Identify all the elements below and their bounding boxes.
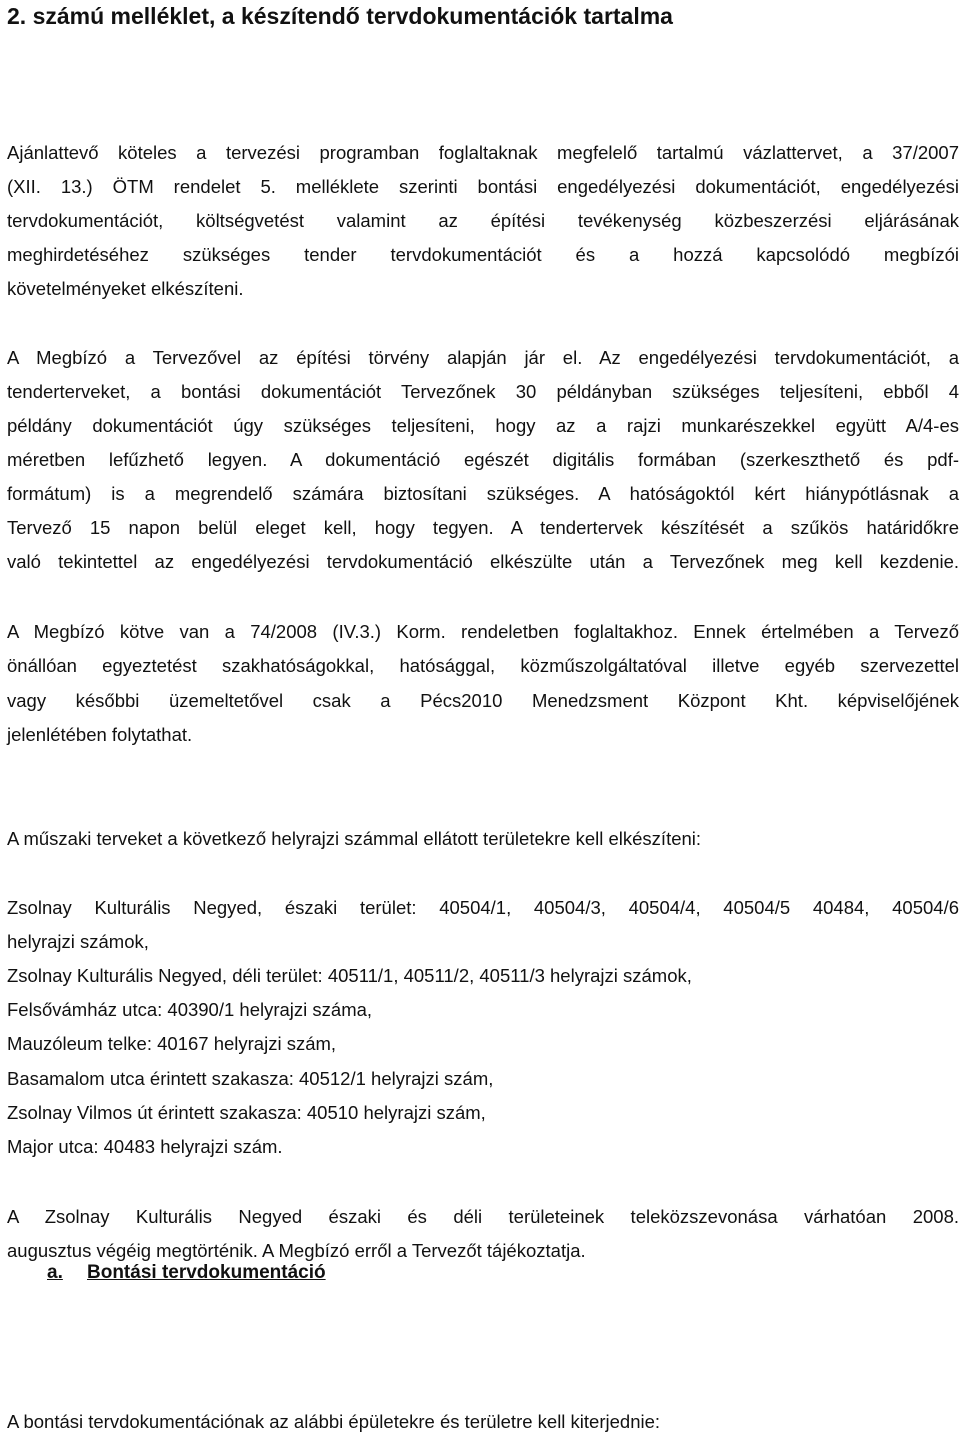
text-line: méretben lefűzhető legyen. A dokumentáció egészét digitális formában (szerkeszthető és pdf-: [7, 449, 959, 470]
text-line: Ajánlattevő köteles a tervezési programban foglaltaknak megfelelő tartalmú vázlattervet, a 37/2007: [7, 142, 959, 163]
text-line: tenderterveket, a bontási dokumentációt Tervezőnek 30 példányban szükséges teljesíteni, ebből 4: [7, 381, 959, 402]
text-line: augusztus végéig megtörténik. A Megbízó erről a Tervezőt tájékoztatja.: [7, 1240, 586, 1261]
text-line: vagy későbbi üzemeltetővel csak a Pécs2010 Menedzsment Központ Kht. képviselőjének: [7, 690, 959, 711]
list-item: Zsolnay Vilmos út érintett szakasza: 40510 helyrajzi szám,: [7, 1102, 486, 1123]
section-heading-demolition: [47, 1258, 326, 1288]
text-line: A Zsolnay Kulturális Negyed északi és déli területeinek teleközszevonása várhatóan 2008.: [7, 1206, 959, 1227]
section-letter: a.: [47, 1262, 63, 1283]
text-line: példány dokumentációt úgy szükséges teljesíteni, hogy az a rajzi munkarészekkel együtt A/4-es: [7, 415, 959, 436]
paragraph-plot-intro: A műszaki terveket a következő helyrajzi számmal ellátott területekre kell elkészíteni:: [7, 828, 702, 849]
list-item: Zsolnay Kulturális Negyed, déli terület: 40511/1, 40511/2, 40511/3 helyrajzi számok,: [7, 965, 692, 986]
text-line: követelményeket elkészíteni.: [7, 278, 244, 299]
list-item-continuation: helyrajzi számok,: [7, 931, 149, 952]
list-item: Mauzóleum telke: 40167 helyrajzi szám,: [7, 1033, 337, 1054]
section-title: Bontási tervdokumentáció: [87, 1262, 326, 1283]
list-item: Zsolnay Kulturális Negyed, északi terület: 40504/1, 40504/3, 40504/4, 40504/5 40484, 40504/6: [7, 897, 959, 918]
list-item: Major utca: 40483 helyrajzi szám.: [7, 1136, 283, 1157]
page-title: 2. számú melléklet, a készítendő tervdokumentációk tartalma: [7, 3, 673, 29]
text-line: A Megbízó a Tervezővel az építési törvény alapján jár el. Az engedélyezési tervdokumentációt, a: [7, 347, 959, 368]
paragraph-demolition-scope: A bontási tervdokumentációnak az alábbi épületekre és területre kell kiterjednie:: [7, 1411, 661, 1432]
text-line: (XII. 13.) ÖTM rendelet 5. melléklete szerinti bontási engedélyezési dokumentációt, engedélyezési: [7, 176, 959, 197]
text-line: önállóan egyeztetést szakhatóságokkal, hatósággal, közműszolgáltatóval illetve egyéb szervezettel: [7, 655, 959, 676]
text-line: tervdokumentációt, költségvetést valamint az építési tevékenység közbeszerzési eljárásának: [7, 210, 959, 231]
text-line: A Megbízó kötve van a 74/2008 (IV.3.) Korm. rendeletben foglaltakhoz. Ennek értelmében a Tervező: [7, 621, 959, 642]
text-line: meghirdetéséhez szükséges tender tervdokumentációt és a hozzá kapcsolódó megbízói: [7, 244, 959, 265]
text-line: Tervező 15 napon belül eleget kell, hogy tegyen. A tendertervek készítését a szűkös határidőkre: [7, 517, 959, 538]
text-line: való tekintettel az engedélyezési tervdokumentáció elkészülte után a Tervezőnek meg kell kezdenie.: [7, 551, 959, 572]
list-item: Basamalom utca érintett szakasza: 40512/1 helyrajzi szám,: [7, 1068, 494, 1089]
text-line: jelenlétében folytathat.: [7, 724, 193, 745]
list-item: Felsővámház utca: 40390/1 helyrajzi száma,: [7, 999, 373, 1020]
text-line: formátum) is a megrendelő számára biztosítani szükséges. A hatóságoktól kért hiánypótlásnak a: [7, 483, 959, 504]
